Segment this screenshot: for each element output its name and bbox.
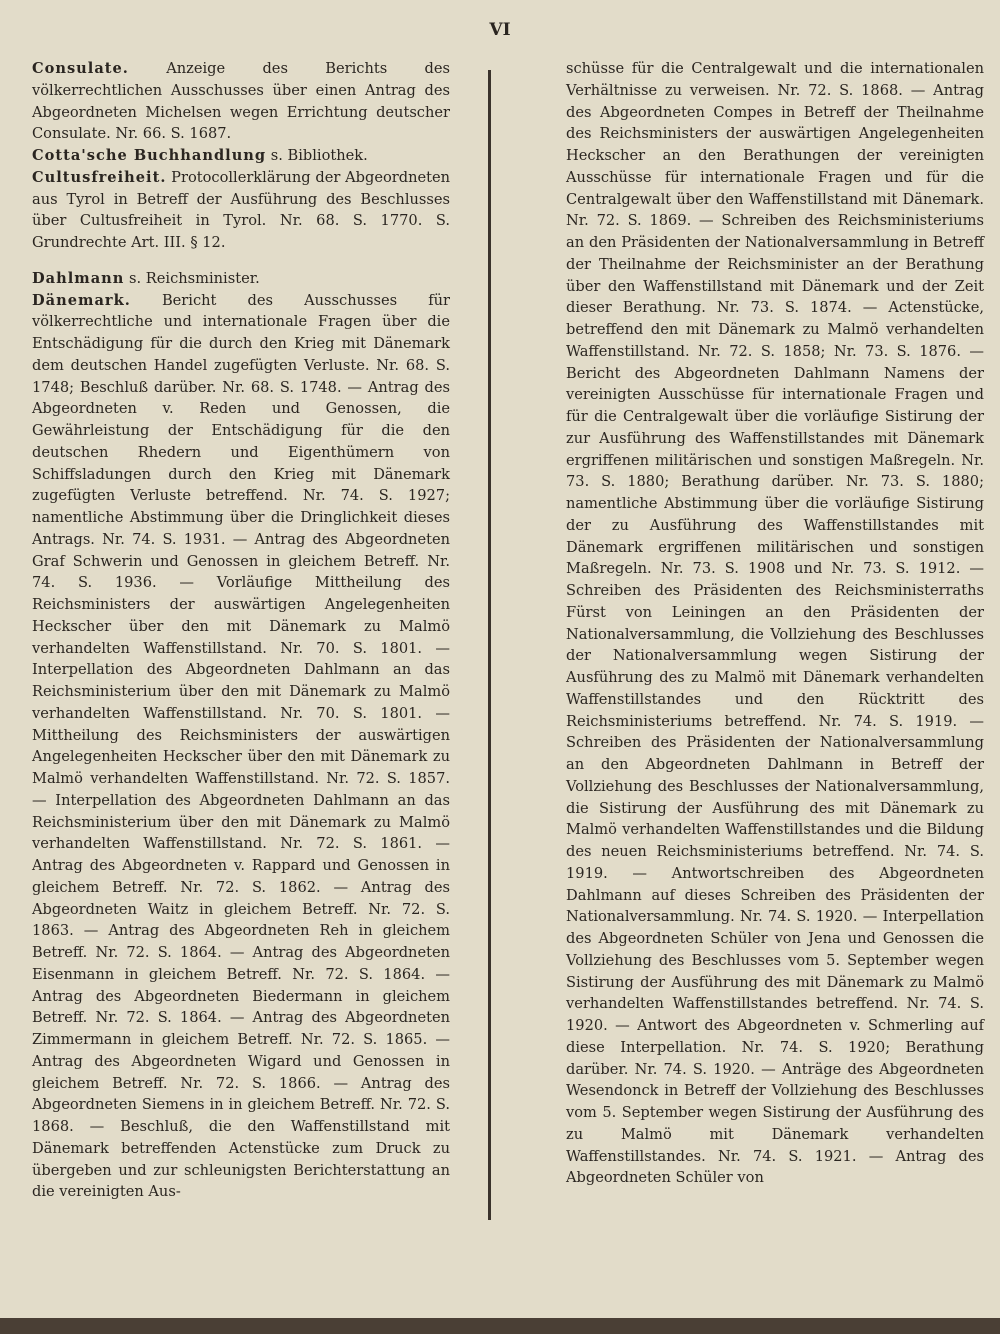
entry-heading: Dänemark. <box>32 291 131 309</box>
entry-heading: Cultusfreiheit. <box>32 168 167 186</box>
entry-text: Bericht des Ausschusses für völkerrechtliche und internationale Fragen über die Entschädigung für die durch den Krieg mit Dänemark dem deutschen Handel zugefügten Verluste. Nr. 68. S. 1748; Beschluß darüber. Nr. 68. S. 1748. — Antrag des Abgeordneten v. Reden und Genossen, die Gewährleistung der Entschädigung für die den deutschen Rhedern und Eigenthümern von Schiffsladungen durch den Krieg mit Dänemark zugefügten Verluste betreffend. Nr. 74. S. 1927; namentliche Abstimmung über die Dringlichkeit dieses Antrags. Nr. 74. S. 1931. — Antrag des Abgeordneten Graf Schwerin und Genossen in gleichem Betreff. Nr. 74. S. 1936. — Vorläufige Mittheilung des Reichsministers der auswärtigen Angelegenheiten Heckscher über den mit Dänemark zu Malmö verhandelten Waffenstillstand. Nr. 70. S. 1801. — Interpellation des Abgeordneten Dahlmann an das Reichsministerium über den mit Dänemark zu Malmö verhandelten Waffenstillstand. Nr. 70. S. 1801. — Mittheilung des Reichsministers der auswärtigen Angelegenheiten Heckscher über den mit Dänemark zu Malmö verhandelten Waffenstillstand. Nr. 72. S. 1857. — Interpellation des Abgeordneten Dahlmann an das Reichsministerium über den mit Dänemark zu Malmö verhandelten Waffenstillstand. Nr. 72. S. 1861. — Antrag des Abgeordneten v. Rappard und Genossen in gleichem Betreff. Nr. 72. S. 1862. — Antrag des Abgeordneten Waitz in gleichem Betreff. Nr. 72. S. 1863. — Antrag des Abgeordneten Reh in gleichem Betreff. Nr. 72. S. 1864. — Antrag des Abgeordneten Eisenmann in gleichem Betreff. Nr. 72. S. 1864. — Antrag des Abgeordneten Biedermann in gleichem Betreff. Nr. 72. S. 1864. — Antrag des Abgeordneten Zimmermann in gleichem Betreff. Nr. 72. S. 1865. — Antrag des Abgeordneten Wigard und Genossen in gleichem Betreff. Nr. 72. S. 1866. — Antrag des Abgeordneten Siemens in in gleichem Betreff. Nr. 72. S. 1868. — Beschluß, die den Waffenstillstand mit Dänemark betreffenden Actenstücke zum Druck zu übergeben und zur schleunigsten Berichterstattung an die vereinigten Aus- <box>32 291 450 1201</box>
index-entry <box>32 58 450 145</box>
entry-heading: Consulate. <box>32 60 129 77</box>
index-entry <box>32 145 450 167</box>
entry-text: s. Reichsminister. <box>129 269 260 287</box>
page-number: VI <box>489 20 511 40</box>
entry-heading: Cotta'sche Buchhandlung <box>32 147 267 164</box>
index-entry <box>32 167 450 254</box>
entry-text: Anzeige des Berichts des völkerrechtlichen Ausschusses über einen Antrag des Abgeordneten Michelsen wegen Errichtung deutscher Consulate. Nr. 66. S. 1687. <box>32 60 450 143</box>
entry-continuation: schüsse für die Centralgewalt und die internationalen Verhältnisse zu verweisen. Nr. 72. S. 1868. — Antrag des Abgeordneten Compes in Betreff der Theilnahme des Reichsministers der auswärtigen Angelegenheiten Heckscher an den Berathungen der vereinigten Ausschüsse für internationale Fragen und für die Centralgewalt über den Waffenstillstand mit Dänemark. Nr. 72. S. 1869. — Schreiben des Reichsministeriums an den Präsidenten der Nationalversammlung in Betreff der Theilnahme der Reichsminister an der Berathung über den Waffenstillstand mit Dänemark und der Zeit dieser Berathung. Nr. 73. S. 1874. — Actenstücke, betreffend den mit Dänemark zu Malmö verhandelten Waffenstillstand. Nr. 72. S. 1858; Nr. 73. S. 1876. — Bericht des Abgeordneten Dahlmann Namens der vereinigten Ausschüsse für internationale Fragen und für die Centralgewalt über die vorläufige Sistirung der zur Ausführung des Waffenstillstandes mit Dänemark ergriffenen militärischen und sonstigen Maßregeln. Nr. 73. S. 1880; Berathung darüber. Nr. 73. S. 1880; namentliche Abstimmung über die vorläufige Sistirung der zu Ausführung des Waffenstillstandes mit Dänemark ergriffenen militärischen und sonstigen Maßregeln. Nr. 73. S. 1908 und Nr. 73. S. 1912. — Schreiben des Präsidenten des Reichsministerraths Fürst von Leiningen an den Präsidenten der Nationalversammlung, die Vollziehung des Beschlusses der Nationalversammlung wegen Sistirung der Ausführung des zu Malmö mit Dänemark verhandelten Waffenstillstandes und den Rücktritt des Reichsministeriums betreffend. Nr. 74. S. 1919. — Schreiben des Präsidenten der Nationalversammlung an den Abgeordneten Dahlmann in Betreff der Vollziehung des Beschlusses der Nationalversammlung, die Sistirung der Ausführung des mit Dänemark zu Malmö verhandelten Waffenstillstandes und die Bildung des neuen Reichsministeriums betreffend. Nr. 74. S. 1919. — Antwortschreiben des Abgeordneten Dahlmann auf dieses Schreiben des Präsidenten der Nationalversammlung. Nr. 74. S. 1920. — Interpellation des Abgeordneten Schüler von Jena und Genossen die Vollziehung des Beschlusses vom 5. September wegen Sistirung der Ausführung des mit Dänemark zu Malmö verhandelten Waffenstillstandes betreffend. Nr. 74. S. 1920. — Antwort des Abgeordneten v. Schmerling auf diese Interpellation. Nr. 74. S. 1920; Berathung darüber. Nr. 74. S. 1920. — Anträge des Abgeordneten Wesendonck in Betreff der Vollziehung des Beschlusses vom 5. September wegen Sistirung der Ausführung des zu Malmö mit Dänemark verhandelten Waffenstillstandes. Nr. 74. S. 1921. — Antrag des Abgeordneten Schüler von <box>566 60 984 1187</box>
index-entry <box>32 268 450 290</box>
entry-text: Protocollerklärung der Abgeordneten aus Tyrol in Betreff der Ausführung des Beschlusses über Cultusfreiheit in Tyrol. Nr. 68. S. 1770. S. Grundrechte Art. III. § 12. <box>32 168 451 251</box>
entry-text: s. Bibliothek. <box>270 147 368 164</box>
entry-heading: Dahlmann <box>32 269 125 287</box>
page-bottom-edge <box>0 1318 1000 1334</box>
index-entry <box>32 290 450 1204</box>
column-divider <box>488 70 491 1220</box>
right-column <box>566 58 984 1189</box>
left-column <box>32 58 450 1203</box>
